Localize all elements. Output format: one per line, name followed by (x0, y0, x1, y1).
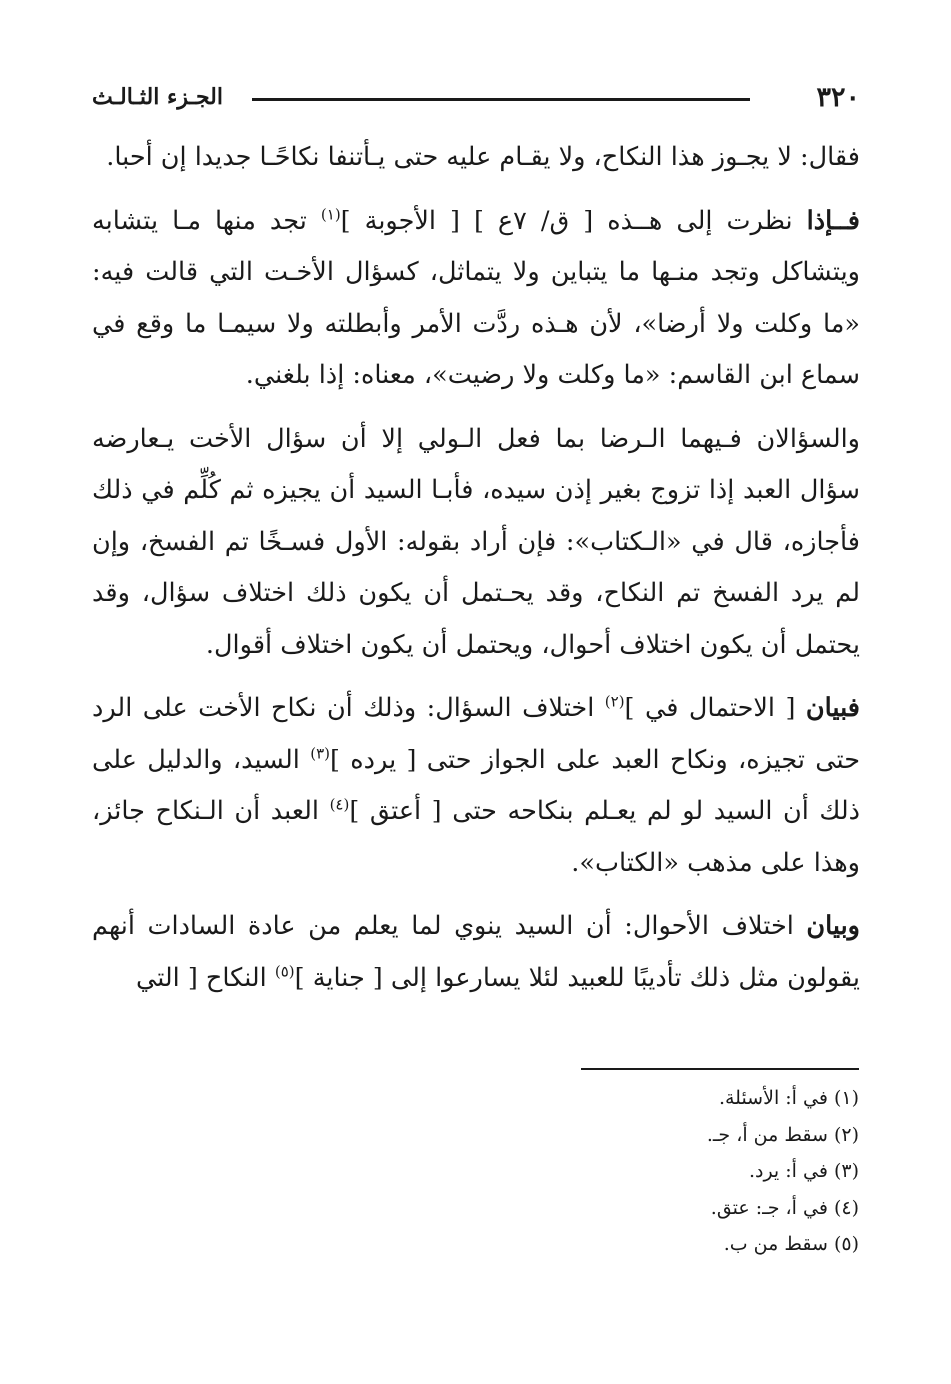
footnote-4: (٤) في أ، جـ: عتق. (710, 1196, 859, 1219)
text-segment: اختلاف الأحوال: أن السيد ينوي لما يعلم من عادة السادات أنهم يقولون مثل ذلك تأديبًا للعبيد لئلا يسارعوا إلى [ جناية ] (92, 911, 860, 993)
paragraph-lead: وبيان (806, 911, 860, 941)
page-number: ٣٢٠ (816, 82, 860, 113)
footnote-separator (581, 1068, 859, 1070)
paragraph-lead: فــإذا (806, 205, 860, 236)
text-segment: [ الاحتمال في ] (624, 693, 806, 723)
footnote-3: (٣) في أ: يرد. (748, 1160, 859, 1182)
paragraph-5 (92, 901, 860, 1004)
footnote-ref-5: (٥) (274, 962, 295, 980)
text-segment: اختلاف السؤال: وذلك أن نكاح الأخت على الرد حتى تجيزه، ونكاح العبد على الجواز حتى [ يرده ] (92, 693, 860, 775)
footnote-5: (٥) سقط من ب. (723, 1233, 859, 1255)
footnote-ref-4: (٤) (329, 795, 350, 814)
paragraph-lead: فبيان (805, 693, 860, 723)
footnote-ref-2: (٢) (604, 692, 625, 711)
text-segment: النكاح [ التي (135, 962, 275, 993)
paragraph-2 (92, 196, 860, 402)
text-segment: العبد أن الـنكاح جائز، وهذا على مذهب «الكتاب». (92, 796, 860, 878)
paragraph-1 (92, 132, 860, 184)
text-segment: السيد، والدليل على ذلك أن السيد لو لم يعـلم بنكاحه حتى [ أعتق ] (92, 744, 860, 826)
text-segment: نظرت إلى هــذه [ ق/ ٧ع ] [ الأجوبة ] (340, 205, 807, 236)
header-rule (252, 98, 750, 101)
footnote-ref-1: (١) (320, 205, 341, 223)
text-segment: فقال: لا يجـوز هذا النكاح، ولا يقـام عليه حتى يـأتنفا نكاحًـا جديدا إن أحبا. (106, 142, 860, 172)
footnote-ref-3: (٣) (310, 744, 330, 762)
paragraph-3 (92, 414, 860, 672)
footnote-1: (١) في أ: الأسئلة. (718, 1087, 859, 1109)
footnotes-list (459, 1080, 859, 1263)
main-text (92, 132, 860, 1016)
footnote-2: (٢) سقط من أ، جـ. (706, 1123, 859, 1146)
running-title: الجـزء الثـالـث (92, 84, 223, 110)
paragraph-4 (92, 683, 860, 889)
text-segment: والسؤالان فـيهما الـرضا بما فعل الـولي إلا أن سؤال الأخت يـعارضه سؤال العبد إذا تزوج بغير إذن سيده، فأبـا السيد أن يجيزه ثم كُلِّم في ذلك فأجازه، قال في «الـكتاب»: فإن أراد بقوله: الأول فسـخًا تم الفسخ، وإن لم يرد الفسخ تم النكاح، وقد يحـتمل أن يكون ذلك اختلاف سؤال، وقد يحتمل أن يكون اختلاف أحوال، ويحتمل أن يكون اختلاف أقوال. (92, 423, 860, 660)
page-header (92, 80, 860, 120)
text-segment: تجد منها مـا يتشابه ويتشاكل وتجد منـها ما يتباين ولا يتماثل، كسؤال الأخـت التي قالت فيه: «ما وكلت ولا أرضا»، لأن هـذه ردَّت الأمر وأبطلته ولا سيمـا ما وقع في سماع ابن القاسم: «ما وكلت ولا رضيت»، معناه: إذا بلغني. (92, 205, 860, 390)
